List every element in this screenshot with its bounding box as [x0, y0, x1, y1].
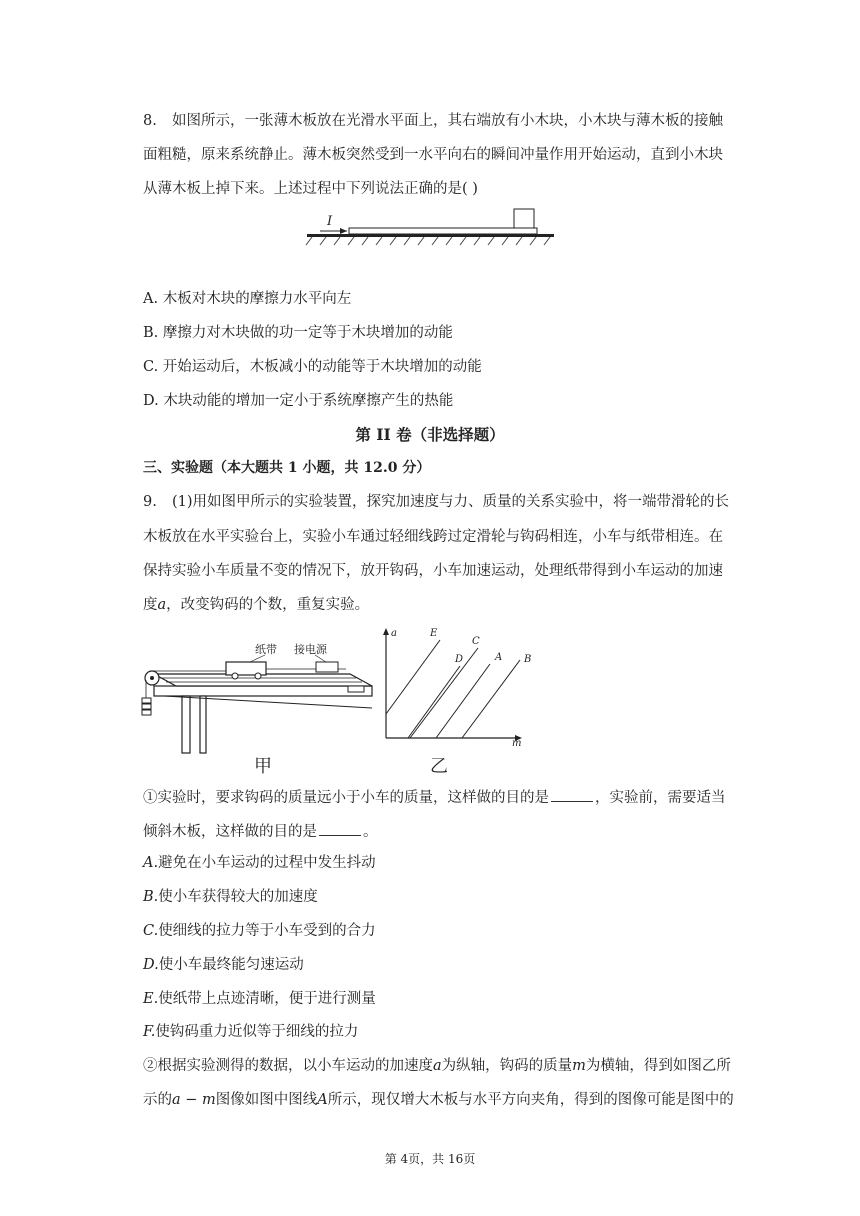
graph-line-c — [410, 648, 478, 738]
graph-line-d — [408, 666, 460, 738]
q9-sub2-line2 — [143, 1090, 734, 1110]
graph-line-e — [386, 640, 440, 714]
q9-choice-b — [143, 887, 318, 907]
variable-m: m — [572, 1058, 586, 1074]
choice-text: 使细线的拉力等于小车受到的合力 — [158, 923, 376, 939]
text-segment: 为横轴，得到如图乙所 — [585, 1058, 731, 1074]
variable-a: a — [433, 1058, 442, 1074]
am-graph-figure — [380, 624, 532, 749]
text-segment: 倾斜木板，这样做的目的是 — [143, 824, 317, 840]
option-text: 木块动能的增加一定小于系统摩擦产生的热能 — [163, 393, 454, 409]
text-segment: 。 — [363, 824, 378, 840]
q9-stem-line3: 保持实验小车质量不变的情况下，放开钩码，小车加速运动，处理纸带得到小车运动的加速 — [143, 563, 723, 579]
q8-stem-line3: 从薄木板上掉下来。上述过程中下列说法正确的是( ) — [143, 181, 478, 197]
q9-sub1-line2 — [143, 821, 378, 842]
q8-stem-line1: 如图所示，一张薄木板放在光滑水平面上，其右端放有小木块，小木块与薄木板的接触 — [172, 113, 723, 129]
q9-number: 9. — [143, 494, 157, 510]
q8-plank-figure — [300, 200, 560, 250]
choice-text: 使小车获得较大的加速度 — [158, 889, 318, 905]
q9-choice-e — [143, 989, 376, 1009]
choice-text: 使纸带上点迹清晰，便于进行测量 — [158, 991, 376, 1007]
text-segment: ，实验前，需要适当 — [595, 790, 726, 806]
line-label-d: D — [455, 654, 464, 665]
choice-letter: D. — [143, 957, 159, 973]
text-segment: 度 — [143, 597, 158, 613]
line-label-a: A — [495, 652, 503, 663]
expression-a-minus-m: a − m — [172, 1092, 216, 1108]
answer-blank-1[interactable] — [551, 787, 593, 802]
tape-label: 纸带 — [255, 643, 277, 656]
option-letter: B. — [143, 325, 159, 341]
power-label: 接电源 — [294, 643, 327, 656]
text-segment: ①实验时，要求钩码的质量远小于小车的质量，这样做的目的是 — [143, 790, 549, 806]
choice-text: 避免在小车运动的过程中发生抖动 — [158, 855, 376, 871]
q8-number: 8. — [143, 113, 157, 129]
apparatus-figure — [140, 640, 375, 755]
graph-line-a — [436, 664, 490, 738]
text-segment: 为纵轴，钩码的质量 — [441, 1058, 573, 1074]
q9-sub2-line1 — [143, 1056, 731, 1076]
q8-option-d — [143, 391, 453, 411]
choice-letter: A. — [143, 855, 159, 871]
part2-title: 第 II 卷（非选择题） — [355, 425, 505, 444]
q8-option-a — [143, 289, 351, 309]
option-text: 摩擦力对木块做的功一定等于木块增加的动能 — [162, 325, 453, 341]
impulse-label: I — [327, 214, 333, 229]
q9-choice-a — [143, 853, 376, 873]
graph-line-b — [462, 660, 520, 738]
variable-A: A — [317, 1092, 328, 1108]
choice-letter: C. — [143, 923, 159, 939]
q9-choice-f — [143, 1022, 358, 1042]
option-text: 开始运动后，木板减小的动能等于木块增加的动能 — [162, 359, 482, 375]
text-segment: ，改变钩码的个数，重复实验。 — [166, 597, 370, 613]
variable-a: a — [157, 597, 167, 613]
q8-option-c — [143, 357, 482, 377]
page-footer: 第 4页，共 16页 — [384, 1152, 476, 1166]
q9-stem-line4 — [143, 595, 369, 615]
q9-stem-line2: 木板放在水平实验台上，实验小车通过轻细线跨过定滑轮与钩码相连，小车与纸带相连。在 — [143, 529, 723, 545]
choice-letter: B. — [143, 889, 159, 905]
q9-sub1-line1 — [143, 787, 726, 808]
choice-text: 使钩码重力近似等于细线的拉力 — [155, 1024, 359, 1040]
line-label-c: C — [472, 636, 480, 647]
q9-choice-c — [143, 921, 376, 941]
line-label-b: B — [524, 654, 532, 665]
q8-stem-line2: 面粗糙，原来系统静止。薄木板突然受到一水平向右的瞬间冲量作用开始运动，直到小木块 — [143, 147, 723, 163]
answer-blank-2[interactable] — [319, 821, 361, 836]
choice-letter: F. — [143, 1024, 156, 1040]
choice-text: 使小车最终能匀速运动 — [158, 957, 304, 973]
line-label-e: E — [430, 628, 438, 639]
q8-option-b — [143, 323, 453, 343]
axis-x-label: m — [512, 738, 522, 749]
option-letter: C. — [143, 359, 159, 375]
figure-yi-caption: 乙 — [430, 756, 448, 777]
text-segment: ②根据实验测得的数据，以小车运动的加速度 — [143, 1058, 433, 1074]
figure-jia-caption: 甲 — [254, 756, 272, 777]
text-segment: 示的 — [143, 1092, 172, 1108]
axis-y-label: a — [391, 628, 397, 639]
text-segment: 所示，现仅增大木板与水平方向夹角，得到的图像可能是图中的 — [327, 1092, 734, 1108]
option-letter: D. — [143, 393, 159, 409]
section3-title: 三、实验题（本大题共 1 小题，共 12.0 分） — [143, 460, 431, 476]
option-letter: A. — [143, 291, 159, 307]
option-text: 木板对木块的摩擦力水平向左 — [162, 291, 352, 307]
choice-letter: E. — [143, 991, 159, 1007]
q9-choice-d — [143, 955, 304, 975]
text-segment: 图像如图中图线 — [215, 1092, 318, 1108]
q9-stem-line1: (1)用如图甲所示的实验装置，探究加速度与力、质量的关系实验中，将一端带滑轮的长 — [172, 494, 730, 510]
